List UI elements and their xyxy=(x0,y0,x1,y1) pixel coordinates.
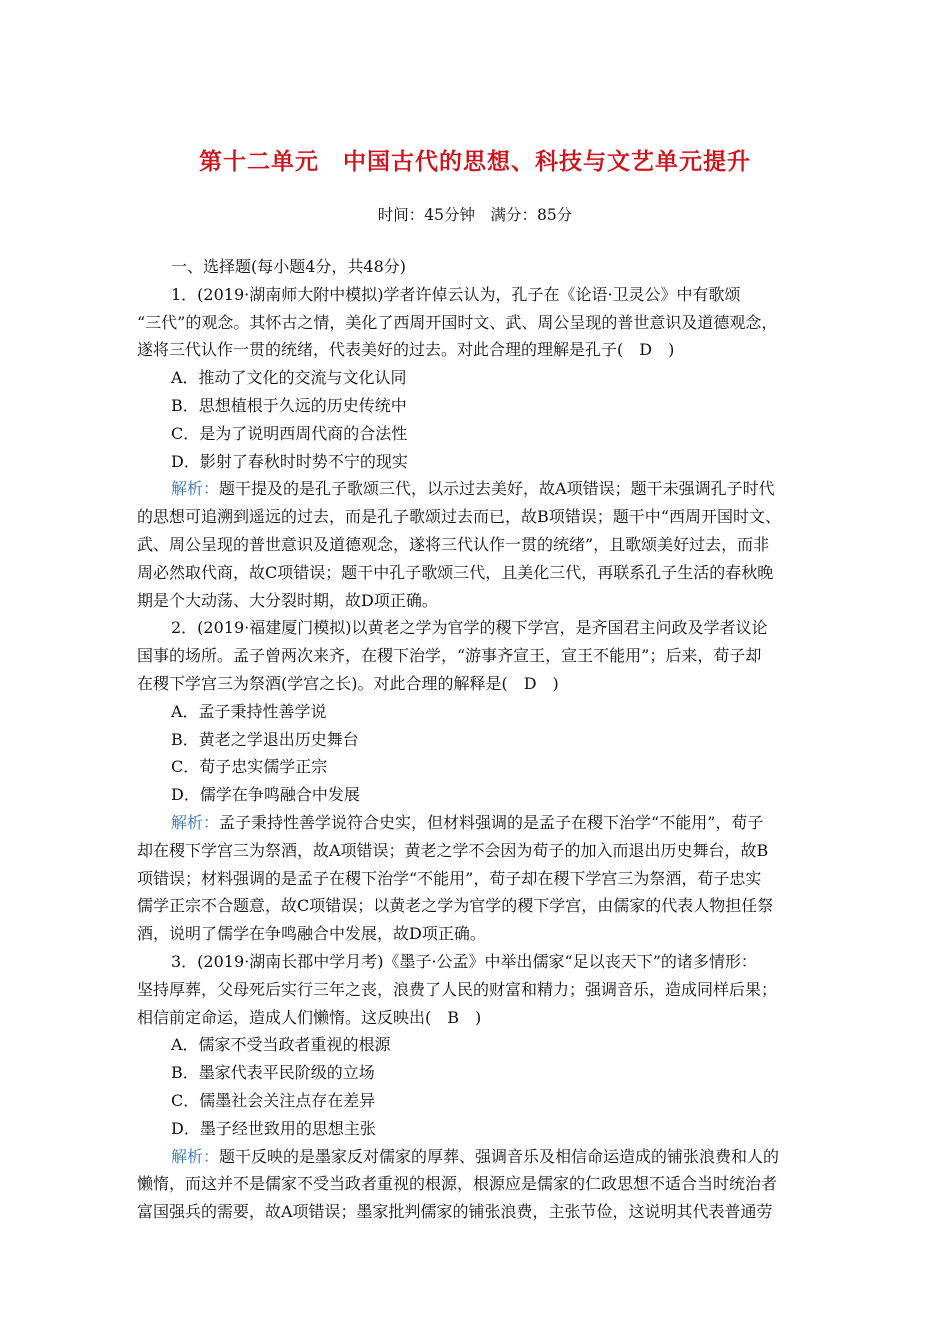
question-1-analysis: 期是个大动荡、大分裂时期，故D项正确。 xyxy=(137,590,438,610)
analysis-text: 孟子秉持性善学说符合史实，但材料强调的是孟子在稷下治学“不能用”，荀子 xyxy=(219,812,764,832)
analysis-label: 解析： xyxy=(171,1146,220,1166)
question-3-analysis xyxy=(137,1143,827,1171)
question-1-stem: 1．(2019·湖南师大附中模拟)学者许倬云认为，孔子在《论语·卫灵公》中有歌颂 xyxy=(171,284,741,304)
analysis-label: 解析： xyxy=(171,479,220,499)
question-1-stem: “三代”的观念。其怀古之情，美化了西周开国时文、武、周公呈现的普世意识及道德观念， xyxy=(137,312,778,332)
question-3-stem: 3．(2019·湖南长郡中学月考)《墨子·公孟》中举出儒家“足以丧天下”的诸多情形： xyxy=(171,951,757,971)
exam-info: 时间：45分钟 满分：85分 xyxy=(377,206,573,224)
question-2-analysis: 项错误；材料强调的是孟子在稷下治学“不能用”，荀子却在稷下学宫三为祭酒，荀子忠实 xyxy=(137,868,762,888)
question-1-option-a: A．推动了文化的交流与文化认同 xyxy=(171,368,407,388)
question-1-option-b: B．思想植根于久远的历史传统中 xyxy=(171,395,407,415)
analysis-label: 解析： xyxy=(171,812,220,832)
question-1-analysis: 的思想可追溯到遥远的过去，而是孔子歌颂过去而已，故B项错误；题干中“西周开国时文、 xyxy=(137,507,781,527)
question-2-option-b: B．黄老之学退出历史舞台 xyxy=(171,729,359,749)
question-3-option-c: C．儒墨社会关注点存在差异 xyxy=(171,1090,376,1110)
question-1-analysis: 周必然取代商，故C项错误；题干中孔子歌颂三代，且美化三代，再联系孔子生活的春秋晚 xyxy=(137,562,774,582)
question-2-analysis xyxy=(137,809,827,837)
question-2-option-d: D．儒学在争鸣融合中发展 xyxy=(171,785,360,805)
question-2-stem: 2．(2019·福建厦门模拟)以黄老之学为官学的稷下学宫，是齐国君主问政及学者议论 xyxy=(171,618,768,638)
question-1-option-d: D．影射了春秋时时势不宁的现实 xyxy=(171,451,408,471)
question-2-stem: 国事的场所。孟子曾两次来齐，在稷下治学，“游事齐宣王，宣王不能用”；后来，荀子却 xyxy=(137,646,762,666)
question-2-option-a: A．孟子秉持性善学说 xyxy=(171,701,327,721)
question-2-analysis: 儒学正宗不合题意，故C项错误；以黄老之学为官学的稷下学宫，由儒家的代表人物担任祭 xyxy=(137,896,774,916)
question-1-analysis xyxy=(137,475,827,503)
question-list xyxy=(137,253,827,1226)
question-1-option-c: C．是为了说明西周代商的合法性 xyxy=(171,423,408,443)
question-3-option-d: D．墨子经世致用的思想主张 xyxy=(171,1118,376,1138)
question-2-analysis: 酒，说明了儒学在争鸣融合中发展，故D项正确。 xyxy=(137,924,486,944)
question-2-option-c: C．荀子忠实儒学正宗 xyxy=(171,757,328,777)
question-3-analysis: 懒惰，而这并不是儒家不受当政者重视的根源，根源应是儒家的仁政思想不适合当时统治者 xyxy=(137,1174,778,1194)
question-1-stem: 遂将三代认作一贯的统绪，代表美好的过去。对此合理的理解是孔子( D ) xyxy=(137,340,675,360)
question-3-option-a: A．儒家不受当政者重视的根源 xyxy=(171,1035,391,1055)
analysis-text: 题干反映的是墨家反对儒家的厚葬、强调音乐及相信命运造成的铺张浪费和人的 xyxy=(219,1146,780,1166)
question-3-stem: 坚持厚葬，父母死后实行三年之丧，浪费了人民的财富和精力；强调音乐，造成同样后果； xyxy=(137,979,778,999)
analysis-text: 题干提及的是孔子歌颂三代，以示过去美好，故A项错误；题干未强调孔子时代 xyxy=(219,479,775,499)
question-2-analysis: 却在稷下学宫三为祭酒，故A项错误；黄老之学不会因为荀子的加入而退出历史舞台，故B xyxy=(137,840,769,860)
question-2-stem: 在稷下学宫三为祭酒(学宫之长)。对此合理的解释是( D ) xyxy=(137,673,559,693)
section-heading: 一、选择题(每小题4分，共48分) xyxy=(171,257,407,276)
question-3-analysis: 富国强兵的需要，故A项错误；墨家批判儒家的铺张浪费，主张节俭，这说明其代表普通劳 xyxy=(137,1202,773,1222)
question-1-analysis: 武、周公呈现的普世意识及道德观念，遂将三代认作一贯的统绪”，且歌颂美好过去，而非 xyxy=(137,534,770,554)
question-3-stem: 相信前定命运，造成人们懒惰。这反映出( B ) xyxy=(137,1007,482,1027)
question-3-option-b: B．墨家代表平民阶级的立场 xyxy=(171,1063,375,1083)
page-title: 第十二单元 中国古代的思想、科技与文艺单元提升 xyxy=(199,149,751,175)
